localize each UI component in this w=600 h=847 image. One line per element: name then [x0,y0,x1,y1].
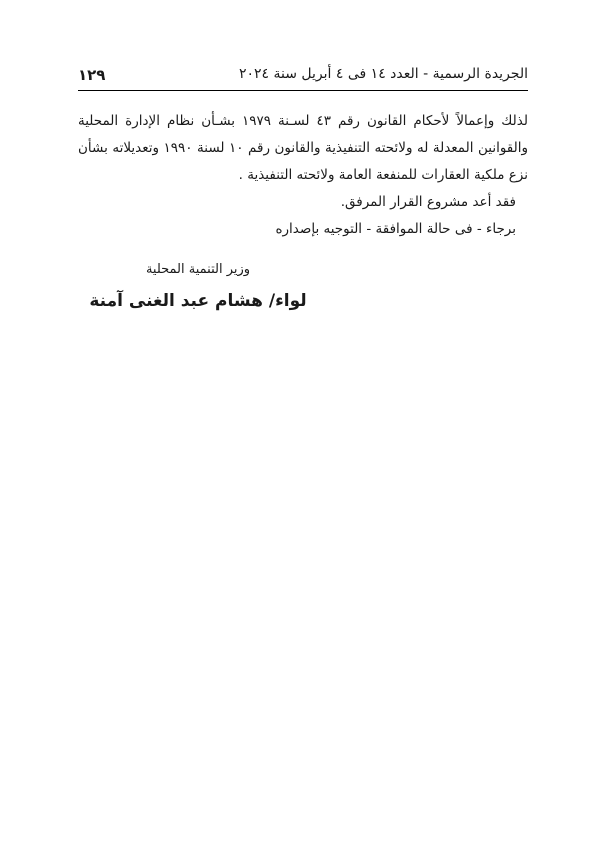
signature-block [78,262,318,311]
paragraph-2: فقد أعد مشروع القرار المرفق. [340,194,516,210]
page-header [78,64,528,90]
paragraph-1-line-2: والقوانين المعدلة له ولائحته التنفيذية والقانون رقم ١٠ لسنة ١٩٩٠ وتعديلاته بشأن [78,140,529,156]
minister-name: لواء/ هشام عبد الغنى آمنة [89,291,307,311]
paragraph-1-line-1: لذلك وإعمالاً لأحكام القانون رقم ٤٣ لسـنة ١٩٧٩ بشـأن نظام الإدارة المحلية [78,113,528,129]
header-divider [78,90,528,91]
gazette-header-title: الجريدة الرسمية - العدد ١٤ فى ٤ أبريل سنة ٢٠٢٤ [238,66,528,82]
minister-title: وزير التنمية المحلية [145,262,251,277]
paragraph-3: برجاء - فى حالة الموافقة - التوجيه بإصداره [275,221,516,237]
paragraph-1-line-3: نزع ملكية العقارات للمنفعة العامة ولائحته التنفيذية . [238,167,528,183]
page-number: ١٢٩ [78,66,106,84]
document-body [78,108,528,243]
